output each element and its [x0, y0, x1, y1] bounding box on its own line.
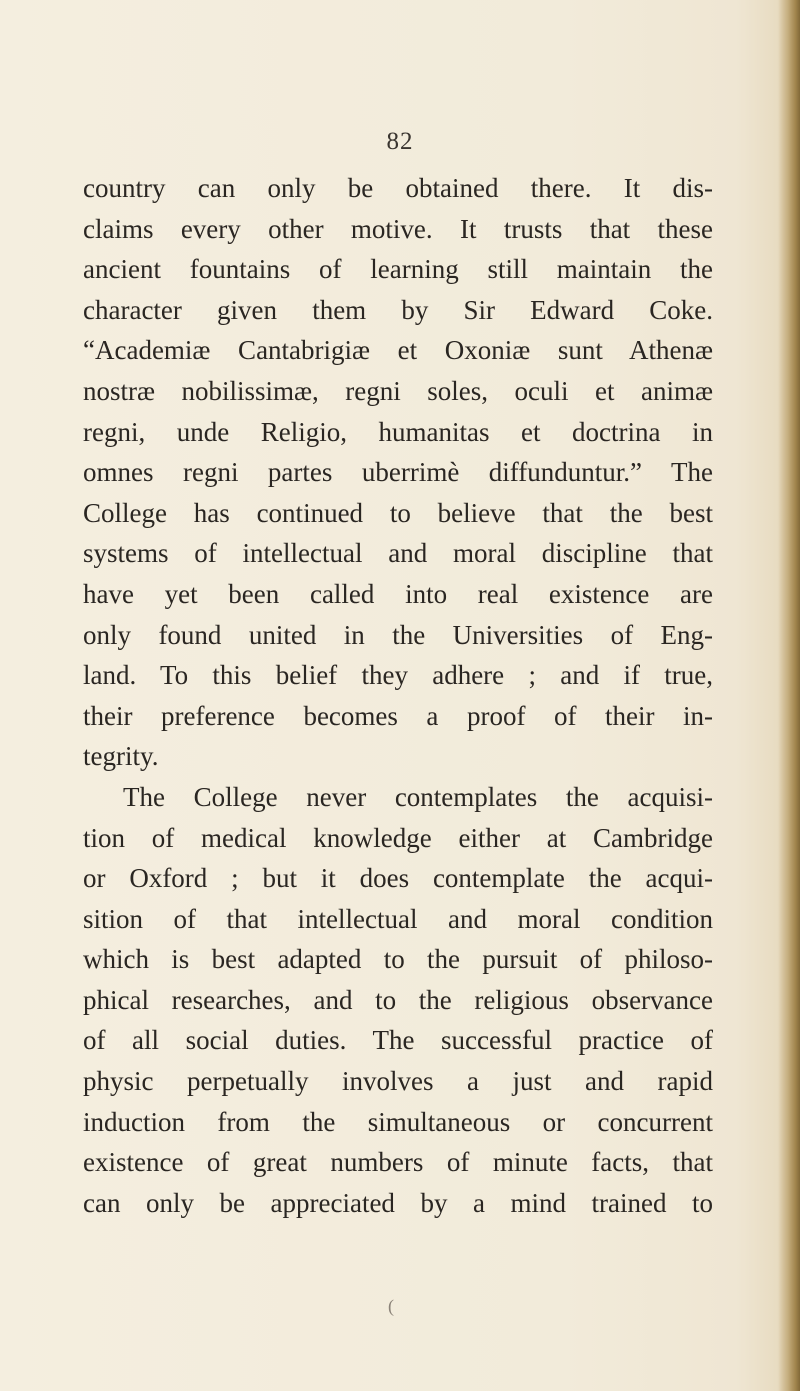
text-line: nostræ nobilissimæ, regni soles, oculi et animæ — [83, 375, 713, 406]
text-line: existence of great numbers of minute facts, that — [83, 1147, 713, 1178]
text-line: “Academiæ Cantabrigiæ et Oxoniæ sunt Athenæ — [83, 335, 713, 366]
page-number: 82 — [386, 128, 414, 155]
text-line: The College never contemplates the acquisi- — [123, 781, 713, 812]
page-edge-shadow — [778, 0, 800, 1391]
text-line: tion of medical knowledge either at Cambridge — [83, 822, 713, 853]
text-line: of all social duties. The successful practice of — [83, 1025, 713, 1056]
text-line: have yet been called into real existence are — [83, 578, 713, 609]
text-line: physic perpetually involves a just and rapid — [83, 1066, 713, 1097]
text-line: claims every other motive. It trusts that these — [83, 213, 713, 244]
text-line: omnes regni partes uberrimè diffunduntur.” The — [83, 457, 713, 488]
text-line: which is best adapted to the pursuit of philoso- — [83, 944, 713, 975]
text-line: tegrity. — [83, 741, 159, 772]
body-text — [83, 168, 713, 1223]
text-line: regni, unde Religio, humanitas et doctrina in — [83, 416, 713, 447]
text-line: can only be appreciated by a mind trained to — [83, 1187, 713, 1218]
text-line: systems of intellectual and moral discipline that — [83, 538, 713, 569]
text-line: country can only be obtained there. It dis- — [83, 173, 713, 203]
text-line: or Oxford ; but it does contemplate the acqui- — [83, 863, 713, 894]
text-line: their preference becomes a proof of their in- — [83, 700, 713, 731]
text-line: land. To this belief they adhere ; and if true, — [83, 660, 713, 691]
text-line: College has continued to believe that the best — [83, 497, 713, 528]
text-line: character given them by Sir Edward Coke. — [83, 294, 713, 325]
text-line: only found united in the Universities of Eng- — [83, 619, 713, 650]
text-line: induction from the simultaneous or concurrent — [83, 1106, 713, 1137]
text-line: phical researches, and to the religious observance — [83, 984, 713, 1015]
text-line: sition of that intellectual and moral condition — [83, 903, 713, 934]
text-line: ancient fountains of learning still maintain the — [83, 254, 713, 285]
bottom-mark: ( — [388, 1296, 394, 1316]
